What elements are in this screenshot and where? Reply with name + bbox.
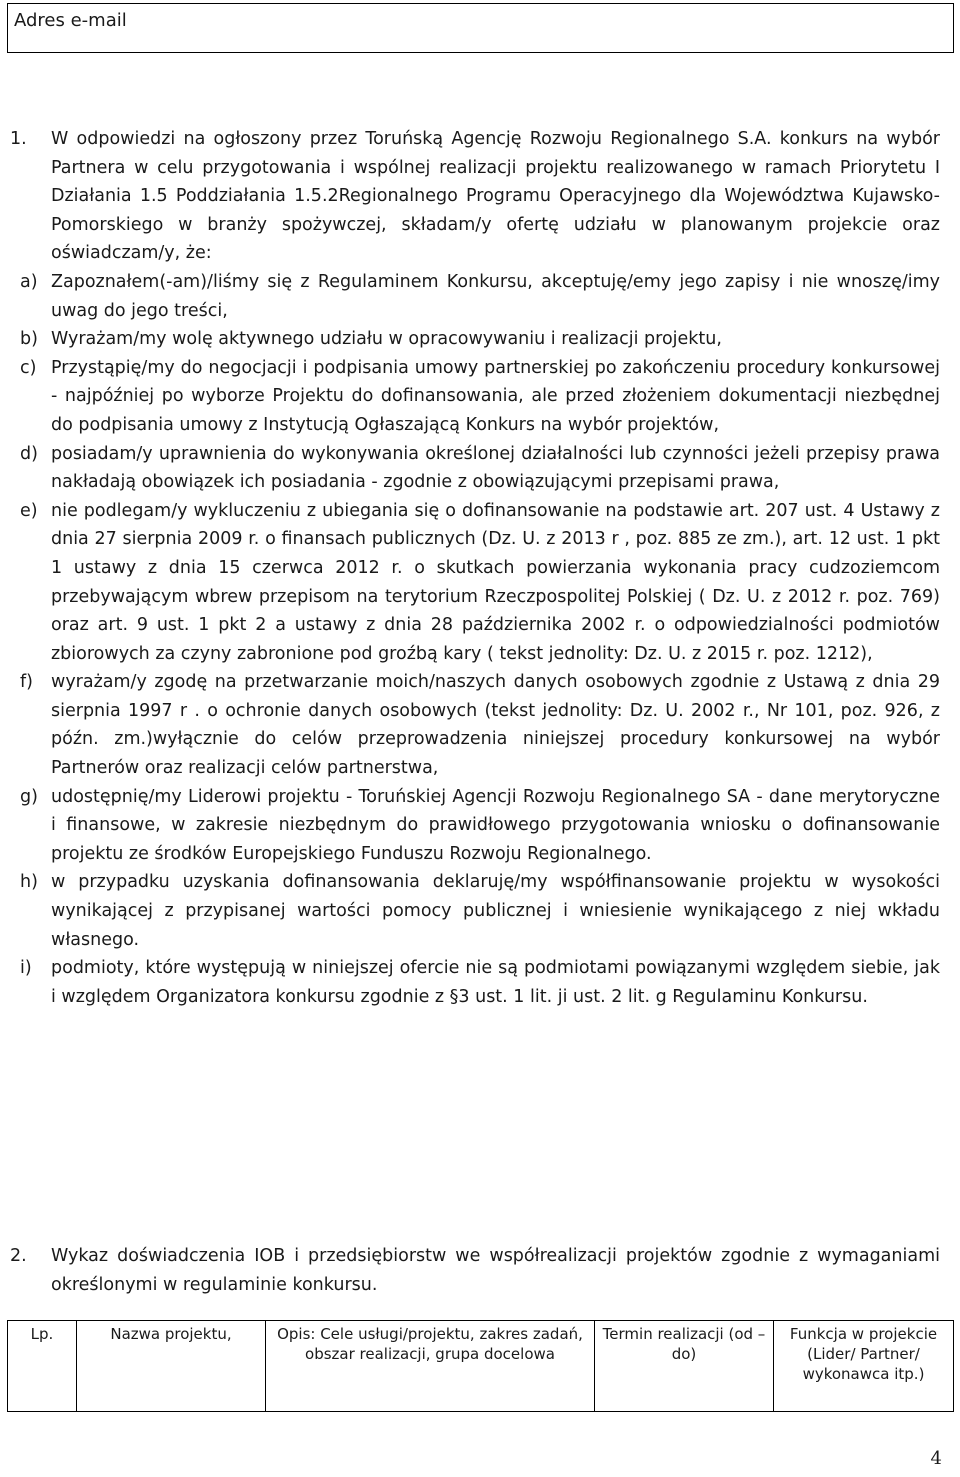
table-header-name: Nazwa projektu, [77, 1321, 266, 1412]
item-f [20, 668, 940, 782]
item-h-text: w przypadku uzyskania dofinansowania deklaruję/my współfinansowanie projektu w wysokości wynikającej z przypisanej wartości pomocy publicznej i wniesienie wynikającego z niej wkładu własnego. [51, 872, 940, 950]
item-f-letter: f) [20, 672, 33, 693]
item-d [20, 440, 940, 497]
item-b-letter: b) [20, 329, 38, 350]
email-field-label: Adres e-mail [14, 10, 127, 31]
item-e-text: nie podlegam/y wykluczeniu z ubiegania się o dofinansowanie na podstawie art. 207 ust. 4 Ustawy z dnia 27 sierpnia 2009 r. o finansach publicznych (Dz. U. z 2013 r , poz. 885 ze zm.), art. 12 ust. 1 pkt 1 ustawy z dnia 15 czerwca 2012 r. o skutkach powierzania wykonania pracy cudzoziemcom przebywającym wbrew przepisom na terytorium Rzeczpospolitej Polskiej ( Dz. U. z 2012 r. poz. 769) oraz art. 9 ust. 1 pkt 2 a ustawy z dnia 28 października 2002 r. o odpowiedzialności podmiotów zbiorowych za czyny zabronione pod groźbą kary ( tekst jednolity: Dz. U. z 2015 r. poz. 1212), [51, 500, 940, 664]
item-i [20, 954, 940, 1011]
email-field[interactable] [7, 3, 954, 53]
item-c-text: Przystąpię/my do negocjacji i podpisania umowy partnerskiej po zakończeniu procedury konkursowej - najpóźniej po wyborze Projektu do dofinansowania, ale przed złożeniem dokumentacji niezbędnej do podpisania umowy z Instytucją Ogłaszającą Konkurs na wybór projektów, [51, 357, 940, 435]
point-1-intro: W odpowiedzi na ogłoszony przez Toruńską Agencję Rozwoju Regionalnego S.A. konkurs na wybór Partnera w celu przygotowania i wspólnej realizacji projektu realizowanego w ramach Priorytetu I Działania 1.5 Poddziałania 1.5.2Regionalnego Programu Operacyjnego dla Województwa Kujawsko-Pomorskiego w branży spożywczej, składam/y ofertę udziału w planowanym projekcie oraz oświadczam/y, że: [51, 129, 940, 264]
item-c-letter: c) [20, 357, 37, 378]
item-c [20, 354, 940, 440]
table-header-row [8, 1321, 954, 1412]
item-b [20, 325, 940, 354]
page-number: 4 [930, 1448, 942, 1469]
item-b-text: Wyrażam/my wolę aktywnego udziału w opracowywaniu i realizacji projektu, [51, 329, 722, 350]
point-1-number: 1. [10, 129, 27, 149]
point-1 [10, 125, 940, 1011]
item-g-text: udostępnię/my Liderowi projektu - Toruńskiej Agencji Rozwoju Regionalnego SA - dane merytoryczne i finansowe, w zakresie niezbędnym do prawidłowego przygotowania wniosku o dofinansowanie projektu ze środków Europejskiego Funduszu Rozwoju Regionalnego. [51, 786, 940, 864]
item-i-text: podmioty, które występują w niniejszej ofercie nie są podmiotami powiązanymi względem siebie, jak i względem Organizatora konkursu zgodnie z §3 ust. 1 lit. ji ust. 2 lit. g Regulaminu Konkursu. [51, 958, 940, 1007]
item-a-letter: a) [20, 271, 38, 292]
point-2 [10, 1242, 940, 1299]
projects-table [7, 1320, 954, 1412]
item-h [20, 868, 940, 954]
item-f-text: wyrażam/y zgodę na przetwarzanie moich/naszych danych osobowych zgodnie z Ustawą z dnia 29 sierpnia 1997 r . o ochronie danych osobowych (tekst jednolity: Dz. U. 2002 r., Nr 101, poz. 926, z późn. zm.)wyłącznie do celów przeprowadzenia niniejszej procedury konkursowej na wybór Partnerów oraz realizacji celów partnerstwa, [51, 672, 940, 779]
point-2-text: Wykaz doświadczenia IOB i przedsiębiorstw we współrealizacji projektów zgodnie z wymaganiami określonymi w regulaminie konkursu. [51, 1246, 940, 1295]
item-e-letter: e) [20, 500, 38, 521]
item-h-letter: h) [20, 872, 38, 893]
point-2-number: 2. [10, 1246, 27, 1266]
item-a [20, 268, 940, 325]
table-header-term: Termin realizacji (od – do) [595, 1321, 774, 1412]
item-g [20, 783, 940, 869]
item-i-letter: i) [20, 958, 32, 979]
table-header-lp: Lp. [8, 1321, 77, 1412]
item-g-letter: g) [20, 786, 38, 807]
item-a-text: Zapoznałem(-am)/liśmy się z Regulaminem Konkursu, akceptuję/emy jego zapisy i nie wnoszę/imy uwag do jego treści, [51, 271, 940, 321]
item-e [20, 497, 940, 669]
table-header-description: Opis: Cele usługi/projektu, zakres zadań, obszar realizacji, grupa docelowa [266, 1321, 595, 1412]
item-d-text: posiadam/y uprawnienia do wykonywania określonej działalności lub czynności jeżeli przepisy prawa nakładają obowiązek ich posiadania - zgodnie z obowiązującymi przepisami prawa, [51, 443, 940, 493]
item-d-letter: d) [20, 443, 38, 464]
table-header-role: Funkcja w projekcie (Lider/ Partner/ wykonawca itp.) [774, 1321, 954, 1412]
